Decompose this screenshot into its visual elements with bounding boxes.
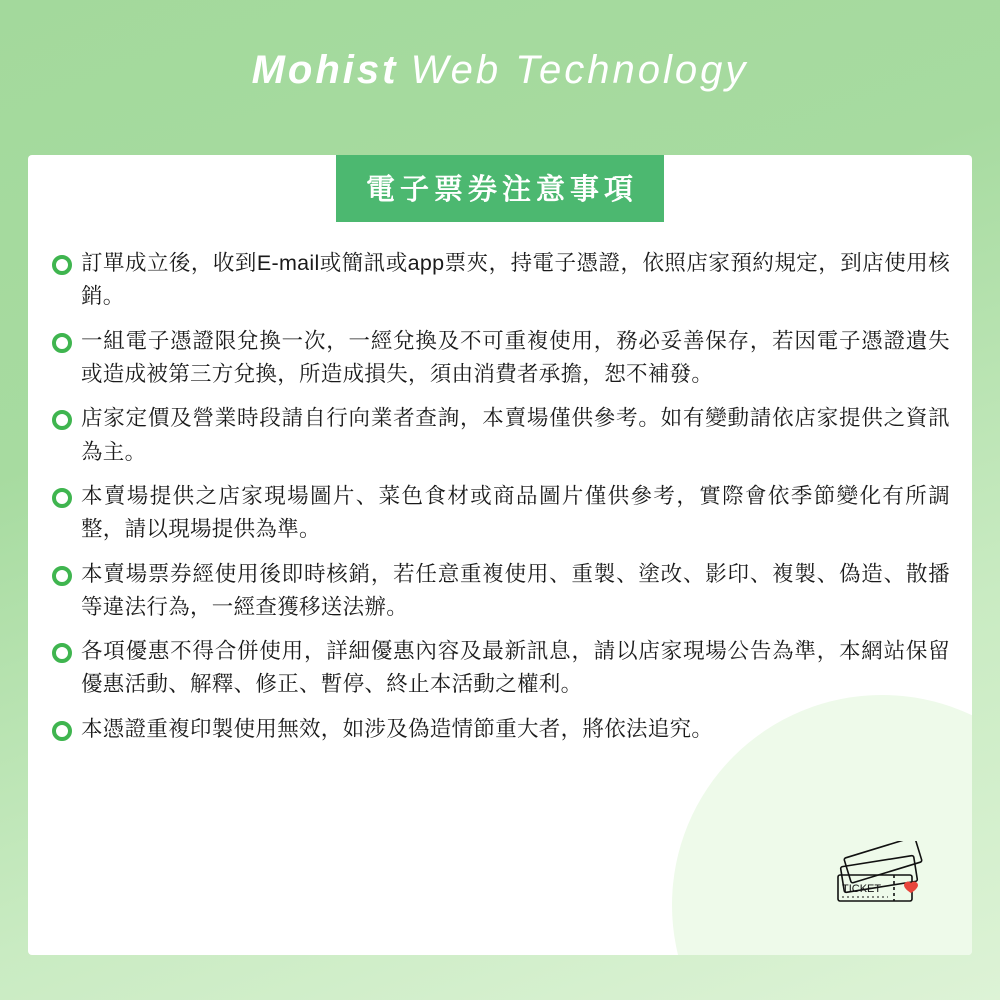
bullet-icon bbox=[52, 643, 72, 663]
bullet-icon bbox=[52, 566, 72, 586]
bullet-icon bbox=[52, 333, 72, 353]
list-item bbox=[52, 635, 950, 702]
ticket-icon bbox=[828, 841, 938, 911]
list-item-text: 一組電子憑證限兌換一次，一經兌換及不可重複使用，務必妥善保存，若因電子憑證遺失或造成被第三方兌換，所造成損失，須由消費者承擔，恕不補發。 bbox=[81, 328, 950, 386]
list-item-text: 訂單成立後，收到E-mail或簡訊或app票夾，持電子憑證，依照店家預約規定，到店使用核銷。 bbox=[81, 251, 950, 309]
list-item-text: 本憑證重複印製使用無效，如涉及偽造情節重大者，將依法追究。 bbox=[81, 716, 714, 741]
bullet-icon bbox=[52, 255, 72, 275]
list-item bbox=[52, 247, 950, 314]
bullet-icon bbox=[52, 488, 72, 508]
list-item-text: 本賣場票券經使用後即時核銷，若任意重複使用、重製、塗改、影印、複製、偽造、散播等違法行為，一經查獲移送法辦。 bbox=[81, 561, 950, 619]
list-item-text: 本賣場提供之店家現場圖片、菜色食材或商品圖片僅供參考，實際會依季節變化有所調整，請以現場提供為準。 bbox=[81, 483, 950, 542]
brand-name-secondary: Web Technology bbox=[410, 48, 749, 92]
brand-name-primary: Mohist bbox=[251, 48, 399, 92]
notice-list bbox=[28, 247, 972, 757]
list-item-text: 店家定價及營業時段請自行向業者查詢，本賣場僅供參考。如有變動請依店家提供之資訊為主。 bbox=[81, 406, 950, 464]
list-item bbox=[52, 402, 950, 469]
notice-card bbox=[28, 155, 972, 955]
ticket-label: TICKET bbox=[842, 883, 882, 895]
bullet-icon bbox=[52, 721, 72, 741]
brand-title bbox=[0, 48, 1000, 93]
list-item bbox=[52, 713, 950, 746]
list-item-text: 各項優惠不得合併使用，詳細優惠內容及最新訊息，請以店家現場公告為準，本網站保留優惠活動、解釋、修正、暫停、終止本活動之權利。 bbox=[81, 639, 950, 697]
list-item bbox=[52, 480, 950, 547]
list-item bbox=[52, 325, 950, 392]
list-item bbox=[52, 558, 950, 625]
bullet-icon bbox=[52, 410, 72, 430]
card-title: 電子票券注意事項 bbox=[336, 155, 664, 222]
